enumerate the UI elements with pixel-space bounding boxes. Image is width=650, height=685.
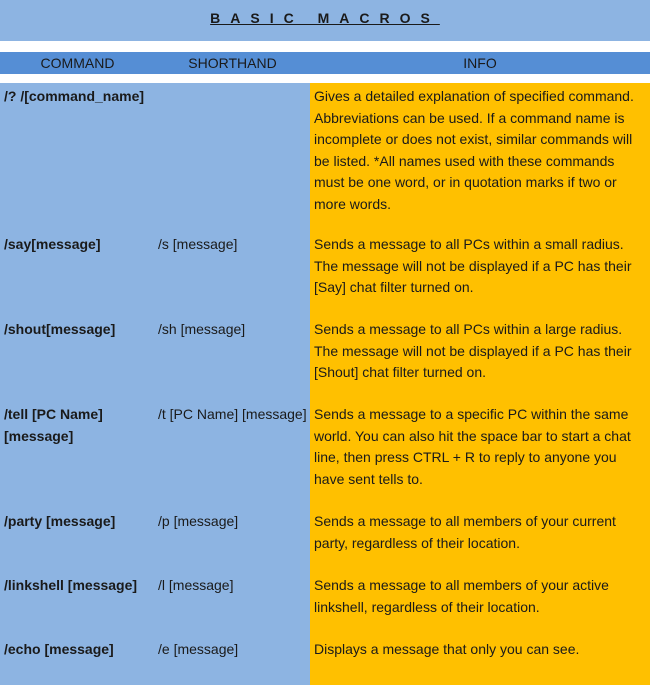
header-shorthand: SHORTHAND [188, 55, 277, 71]
table-header [0, 52, 650, 74]
shorthand-cell: /t [PC Name] [message] [158, 406, 307, 422]
command-cell: /shout[message] [4, 321, 116, 337]
header-info: INFO [463, 55, 497, 71]
shorthand-cell: /sh [message] [158, 321, 246, 337]
command-cell: /? /[command_name] [4, 88, 145, 104]
shorthand-cell: /p [message] [158, 513, 239, 529]
command-cell: /tell [PC Name] [message] [4, 406, 103, 444]
command-cell: /say[message] [4, 236, 101, 252]
info-cell: Sends a message to a specific PC within the same world. You can also hit the space bar to start a chat line, then press CTRL + R to reply to anyone you have sent tells to. [314, 406, 631, 487]
info-cell: Sends a message to all PCs within a small radius. The message will not be displayed if a PC has their [Say] chat filter turned on. [314, 236, 632, 295]
command-cell: /linkshell [message] [4, 577, 138, 593]
title-bar [0, 0, 650, 41]
info-cell: Sends a message to all members of your active linkshell, regardless of their location. [314, 577, 609, 615]
info-cell: Gives a detailed explanation of specified command. Abbreviations can be used. If a command name is incomplete or does not exist, similar commands will be listed. *All names used with these commands must be one word, or in quotation marks if two or more words. [314, 88, 634, 212]
shorthand-cell: /s [message] [158, 236, 238, 252]
shorthand-cell: /l [message] [158, 577, 234, 593]
info-cell: Sends a message to all members of your current party, regardless of their location. [314, 513, 616, 551]
info-cell: Sends a message to all PCs within a large radius. The message will not be displayed if a PC has their [Shout] chat filter turned on. [314, 321, 632, 380]
header-command: COMMAND [40, 55, 115, 71]
command-cell: /party [message] [4, 513, 116, 529]
info-cell: Displays a message that only you can see. [314, 641, 580, 657]
command-cell: /echo [message] [4, 641, 114, 657]
shorthand-cell: /e [message] [158, 641, 239, 657]
page-title: BASIC MACROS [210, 10, 440, 26]
